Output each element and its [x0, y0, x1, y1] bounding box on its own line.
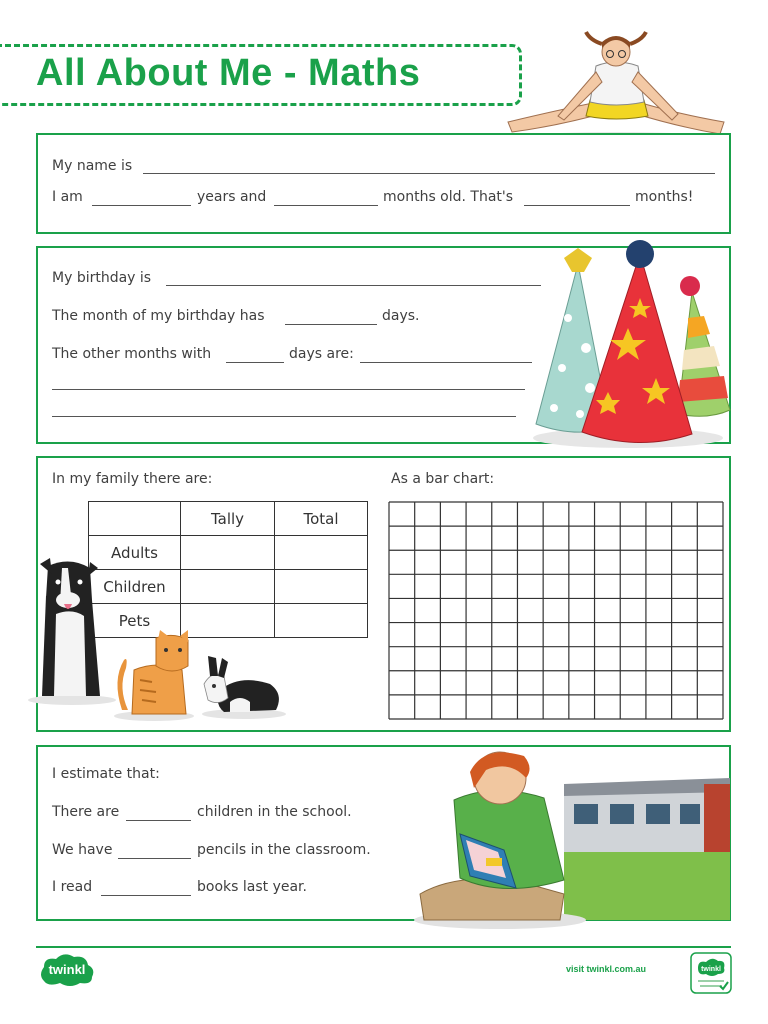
other-months-input-line-3[interactable]	[52, 416, 516, 417]
children-estimate-input-line[interactable]	[126, 820, 191, 821]
name-age-panel	[36, 133, 731, 234]
family-tally-table	[88, 501, 368, 638]
books-prefix: I read	[52, 879, 93, 895]
age-prefix: I am	[52, 189, 83, 205]
age-years-input-line[interactable]	[92, 205, 191, 206]
name-input-line[interactable]	[143, 173, 715, 174]
page-title: All About Me - Maths	[36, 52, 421, 94]
footer-divider	[36, 946, 731, 948]
month-days-suffix: days.	[382, 308, 420, 324]
row-label-adults: Adults	[89, 536, 181, 570]
name-label: My name is	[52, 158, 133, 174]
pencils-estimate-input-line[interactable]	[118, 858, 191, 859]
party-hats-icon	[528, 238, 734, 454]
visit-link[interactable]: visit twinkl.com.au	[566, 964, 647, 974]
other-months-suffix: days are:	[289, 346, 354, 362]
children-tally-cell[interactable]	[181, 570, 275, 604]
table-header-empty	[89, 502, 181, 536]
adults-total-cell[interactable]	[275, 536, 368, 570]
estimate-label: I estimate that:	[52, 766, 160, 782]
bar-chart-grid[interactable]	[388, 501, 724, 720]
bar-chart-label: As a bar chart:	[391, 471, 495, 487]
girl-stretching-icon	[498, 30, 734, 148]
pets-total-cell[interactable]	[275, 604, 368, 638]
age-suffix: months!	[635, 189, 694, 205]
table-header-tally: Tally	[181, 502, 275, 536]
row-label-pets: Pets	[89, 604, 181, 638]
twinkl-logo[interactable]	[38, 953, 96, 987]
books-suffix: books last year.	[197, 879, 307, 895]
family-label: In my family there are:	[52, 471, 213, 487]
total-months-input-line[interactable]	[524, 205, 630, 206]
table-header-row	[89, 502, 368, 536]
rabbit-icon	[200, 654, 286, 720]
twinkl-logo-text: twinkl	[48, 962, 86, 977]
adults-tally-cell[interactable]	[181, 536, 275, 570]
cat-icon	[112, 630, 196, 722]
other-months-days-input-line[interactable]	[226, 362, 284, 363]
month-days-input-line[interactable]	[285, 324, 377, 325]
other-months-input-line-2[interactable]	[52, 389, 525, 390]
dog-icon	[26, 556, 118, 706]
age-months-input-line[interactable]	[274, 205, 378, 206]
quality-approved-badge	[690, 952, 732, 994]
children-suffix: children in the school.	[197, 804, 352, 820]
table-row	[89, 536, 368, 570]
age-years-label: years and	[197, 189, 267, 205]
children-total-cell[interactable]	[275, 570, 368, 604]
other-months-input-line-1[interactable]	[360, 362, 532, 363]
table-header-total: Total	[275, 502, 368, 536]
books-estimate-input-line[interactable]	[101, 895, 191, 896]
row-label-children: Children	[89, 570, 181, 604]
birthday-label: My birthday is	[52, 270, 152, 286]
month-days-prefix: The month of my birthday has	[52, 308, 265, 324]
pencils-suffix: pencils in the classroom.	[197, 842, 371, 858]
badge-logo-text: twinkl	[701, 966, 721, 973]
birthday-input-line[interactable]	[166, 285, 541, 286]
pencils-prefix: We have	[52, 842, 113, 858]
table-row	[89, 570, 368, 604]
boy-reading-icon	[414, 748, 730, 934]
age-months-label: months old. That's	[383, 189, 514, 205]
other-months-prefix: The other months with	[52, 346, 212, 362]
children-prefix: There are	[52, 804, 120, 820]
